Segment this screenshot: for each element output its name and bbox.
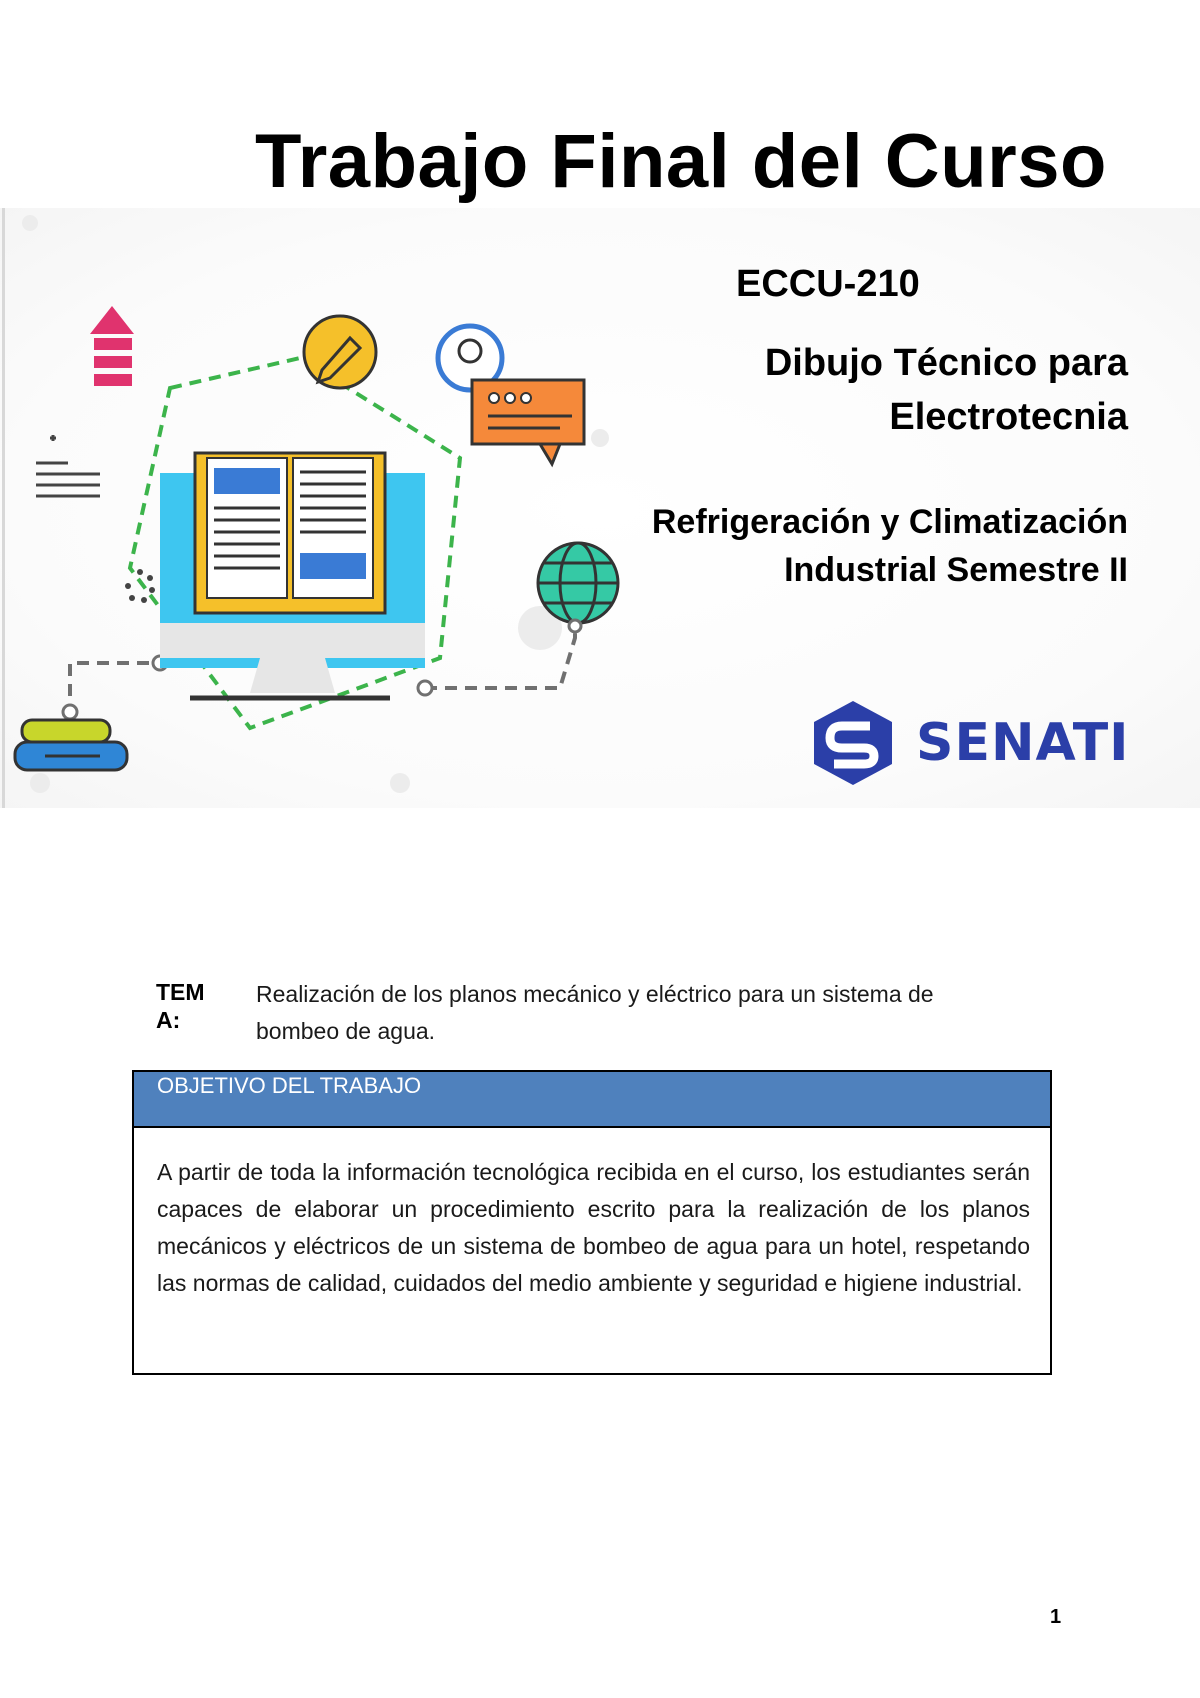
- page-title: Trabajo Final del Curso: [255, 119, 1107, 204]
- program-line2: Industrial Semestre II: [784, 551, 1128, 589]
- pencil-icon: [304, 316, 376, 388]
- course-name-line2: Electrotecnia: [889, 396, 1128, 438]
- user-chat-icon: [438, 326, 584, 464]
- objective-text: A partir de toda la información tecnológica recibida en el curso, los estudiantes serán capaces de elaborar un procedimiento escrito para la realización de los planos mecánicos y eléctricos de un sistema de bombeo de agua para un hotel, respetando las normas de calidad, cuidados del medio ambiente y seguridad e higiene industrial.: [157, 1159, 1030, 1296]
- page-number: 1: [1050, 1606, 1062, 1628]
- course-name: [765, 336, 1128, 444]
- computer-book-icon: [160, 453, 425, 698]
- hero-banner: [0, 208, 1200, 808]
- arrow-up-icon: [90, 306, 134, 386]
- course-code: ECCU-210: [736, 263, 920, 305]
- list-icon: [36, 435, 100, 496]
- program-line1: Refrigeración y Climatización: [651, 503, 1128, 541]
- senati-logo: [808, 698, 1130, 788]
- books-icon: [15, 705, 127, 770]
- tema-label-line1: TEM: [156, 979, 205, 1005]
- objective-table: [132, 1070, 1052, 1375]
- tema-label-line2: A:: [156, 1007, 181, 1033]
- senati-logo-text: SENATI: [916, 713, 1130, 773]
- course-name-line1: Dibujo Técnico para: [764, 342, 1128, 384]
- senati-logo-icon: [808, 698, 898, 788]
- objective-header: OBJETIVO DEL TRABAJO: [134, 1072, 1050, 1128]
- tema-text: Realización de los planos mecánico y eléctrico para un sistema de bombeo de agua.: [256, 981, 934, 1044]
- education-illustration: [0, 208, 640, 808]
- tema-label: [156, 978, 216, 1034]
- program-name: [652, 498, 1128, 594]
